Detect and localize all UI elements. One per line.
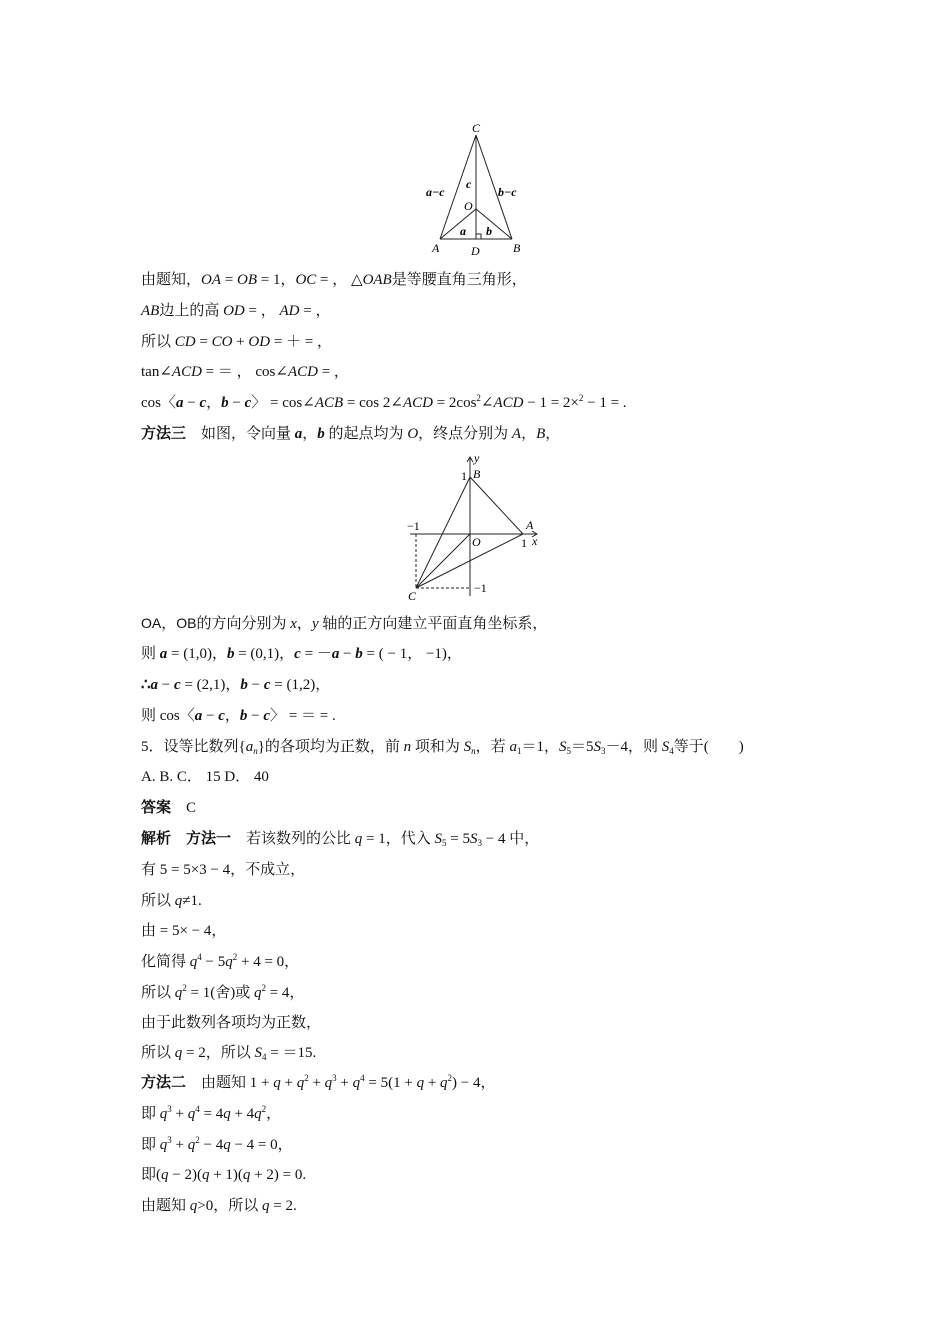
t: q: [174, 1045, 183, 1061]
t: q: [187, 1137, 196, 1153]
t: q: [159, 1106, 168, 1122]
t: b: [355, 646, 363, 662]
t: −: [158, 677, 175, 693]
line-14: [141, 829, 539, 849]
t: △: [351, 272, 363, 288]
t: − 1 = 2×: [523, 395, 579, 411]
t: q: [159, 1137, 168, 1153]
t: 则: [141, 646, 160, 662]
t: 2: [195, 1135, 200, 1145]
label-b: b: [486, 224, 492, 238]
t: CD: [174, 334, 196, 350]
line-8: [141, 644, 462, 664]
t: q: [261, 1198, 270, 1214]
t: = (1,0)，: [167, 646, 227, 662]
t: ≠1.: [182, 893, 202, 909]
t: 3: [600, 746, 606, 756]
t: n: [253, 746, 258, 756]
t: q: [174, 893, 183, 909]
t: 2: [182, 983, 187, 993]
t: ACD: [171, 364, 202, 380]
t: − 4 = 0，: [230, 1137, 293, 1153]
line-BA: [470, 477, 523, 534]
label-one-x: 1: [521, 536, 527, 550]
t: ∠: [480, 395, 494, 411]
t: 2: [476, 393, 481, 403]
t: OAB: [362, 272, 392, 288]
t: 有 5 = 5×3 − 4，不成立，: [141, 862, 306, 878]
label-C: C: [472, 121, 481, 135]
t: q: [223, 1106, 231, 1122]
line-18: [141, 952, 299, 972]
t: = 5: [446, 831, 470, 847]
t: a: [194, 708, 203, 724]
t: CO: [211, 334, 233, 350]
t: ，: [545, 426, 561, 442]
line-24: [141, 1135, 293, 1155]
t: 所以: [141, 893, 175, 909]
t: 由题知，: [141, 272, 202, 288]
t: a: [509, 739, 517, 755]
t: 3: [332, 1073, 337, 1083]
t: − 4: [199, 1137, 224, 1153]
t: 所以: [141, 1045, 175, 1061]
t: S: [254, 1045, 262, 1061]
t: 若该数列的公比: [231, 831, 355, 847]
t: =: [195, 334, 212, 350]
line-CO: [416, 534, 470, 588]
t: − 2)(: [168, 1167, 202, 1183]
t: S: [463, 739, 472, 755]
t: 由于此数列各项均为正数，: [141, 1015, 322, 1031]
t: a: [150, 677, 159, 693]
t: c: [174, 677, 181, 693]
label-A: A: [526, 518, 534, 532]
t: q: [223, 1137, 231, 1153]
line-1: [141, 270, 527, 290]
t: ∴: [141, 677, 151, 693]
t: y: [311, 616, 319, 632]
line-26: [141, 1196, 297, 1216]
t: = (1,2)，: [270, 677, 331, 693]
t: q: [324, 1075, 333, 1091]
t: = ( − 1， −1)，: [362, 646, 462, 662]
t: OC: [295, 272, 317, 288]
t: ，: [161, 616, 177, 632]
t: ，终点分别为: [418, 426, 512, 442]
t: ACD: [493, 395, 524, 411]
t: 〉 = cos∠: [251, 395, 315, 411]
t: +: [280, 1075, 297, 1091]
t: = 1(舍)或: [186, 985, 254, 1001]
t: ) − 4，: [452, 1075, 496, 1091]
t: 是等腰直角三角形，: [391, 272, 527, 288]
t: q: [296, 1075, 305, 1091]
t: 即(: [141, 1167, 161, 1183]
t: ，: [521, 426, 537, 442]
t: S: [661, 739, 670, 755]
label-O: O: [472, 535, 481, 549]
t: S: [469, 831, 478, 847]
t: 解析: [141, 831, 172, 847]
t: q: [416, 1075, 425, 1091]
t: = 2，所以: [182, 1045, 255, 1061]
t: =: [221, 272, 237, 288]
t: = ，: [316, 272, 352, 288]
t: a: [331, 646, 340, 662]
line-5: [141, 393, 627, 413]
line-20: [141, 1013, 321, 1033]
t: = 2cos: [432, 395, 477, 411]
t: b: [317, 426, 325, 442]
t: }的各项均为正数，前: [257, 739, 404, 755]
t: b: [240, 677, 248, 693]
t: = ，: [317, 364, 349, 380]
line-4: [141, 362, 349, 382]
t: 4: [197, 952, 202, 962]
t: 答案: [141, 800, 172, 816]
t: 2: [304, 1073, 309, 1083]
right-angle-mark: [476, 234, 481, 239]
t: ，: [302, 426, 318, 442]
label-B: B: [513, 241, 521, 255]
t: 3: [477, 838, 482, 848]
t: q: [242, 1167, 251, 1183]
figure-triangle: [420, 118, 530, 258]
t: − 4 中，: [481, 831, 540, 847]
line-21: [141, 1043, 316, 1063]
t: S: [558, 739, 567, 755]
t: b: [221, 395, 229, 411]
t: 由 = 5× − 4，: [141, 923, 227, 939]
label-neg-one-x: −1: [407, 519, 420, 533]
t: 由题知: [141, 1198, 190, 1214]
t: 化简得: [141, 954, 190, 970]
t: C: [171, 800, 197, 816]
t: n: [403, 739, 412, 755]
t: S: [434, 831, 443, 847]
t: B: [536, 426, 546, 442]
t: c: [263, 677, 271, 693]
t: ，: [296, 616, 312, 632]
t: a: [245, 739, 254, 755]
line-16: [141, 891, 202, 911]
t: q: [187, 1106, 196, 1122]
t: q: [354, 831, 363, 847]
t: 4: [669, 746, 674, 756]
label-D: D: [471, 244, 480, 258]
t: a: [159, 646, 168, 662]
t: 2: [261, 1104, 267, 1114]
label-B: B: [473, 467, 481, 481]
t: q: [254, 1106, 262, 1122]
t: 方法二: [141, 1075, 187, 1091]
t: －4，则: [605, 739, 662, 755]
t: b: [239, 708, 248, 724]
t: = 1，代入: [362, 831, 435, 847]
t: = (0,1)，: [234, 646, 295, 662]
t: 5．设等比数列{: [141, 739, 246, 755]
t: c: [263, 708, 271, 724]
t: q: [189, 1198, 198, 1214]
t: + 4 = 0，: [237, 954, 300, 970]
label-b-minus-c: b−c: [498, 185, 517, 199]
t: 即: [141, 1137, 160, 1153]
t: OB: [236, 272, 257, 288]
line-7: [141, 613, 547, 634]
t: tan∠: [141, 364, 172, 380]
t: 边上的高: [159, 303, 224, 319]
label-x: x: [532, 534, 538, 548]
t: n: [471, 746, 476, 756]
t: 4: [360, 1073, 365, 1083]
t: 方法一: [171, 831, 232, 847]
label-C: C: [408, 589, 417, 603]
t: = 2.: [269, 1198, 297, 1214]
t: OA: [201, 272, 222, 288]
t: OD: [223, 303, 245, 319]
label-A: A: [432, 241, 440, 255]
t: c: [244, 395, 252, 411]
t: AD: [279, 303, 300, 319]
t: q: [201, 1167, 210, 1183]
t: 3: [167, 1104, 172, 1114]
line-23: [141, 1104, 281, 1124]
t: 的起点均为: [324, 426, 408, 442]
t: +: [308, 1075, 325, 1091]
t: q: [161, 1167, 169, 1183]
t: ，: [266, 1106, 282, 1122]
line-15: [141, 860, 305, 880]
label-neg-one-y: −1: [474, 581, 487, 595]
label-O: O: [464, 199, 473, 213]
t: +: [171, 1106, 188, 1122]
t: 5: [566, 746, 571, 756]
t: = 5(1 +: [364, 1075, 417, 1091]
line-9: [141, 675, 330, 695]
t: +: [171, 1137, 188, 1153]
t: 3: [167, 1135, 172, 1145]
t: q: [225, 954, 233, 970]
t: q: [174, 985, 183, 1001]
label-c: c: [466, 177, 472, 191]
t: 2: [232, 952, 238, 962]
t: 2: [578, 393, 584, 403]
t: ，: [224, 708, 240, 724]
line-17: [141, 921, 226, 941]
t: q: [253, 985, 262, 1001]
t: +: [336, 1075, 353, 1091]
t: 所以: [141, 985, 175, 1001]
t: −: [228, 395, 245, 411]
t: +: [232, 334, 249, 350]
line-22: [141, 1073, 496, 1093]
t: 2: [261, 983, 266, 993]
t: −: [339, 646, 356, 662]
t: = (2,1)，: [180, 677, 241, 693]
t: = 4，: [265, 985, 305, 1001]
t: 等于( ): [673, 739, 744, 755]
t: = 1，: [256, 272, 296, 288]
t: AB: [141, 303, 160, 319]
t: 4: [261, 1052, 267, 1062]
label-a-minus-c: a−c: [426, 185, 445, 199]
t: + 4: [230, 1106, 255, 1122]
line-3: [141, 332, 332, 352]
t: 项和为: [411, 739, 464, 755]
t: S: [593, 739, 601, 755]
t: 轴的正方向建立平面直角坐标系，: [318, 616, 548, 632]
label-y: y: [474, 451, 480, 465]
t: ACD: [402, 395, 433, 411]
t: x: [290, 616, 297, 632]
t: A: [511, 426, 522, 442]
t: OB: [176, 615, 197, 631]
figure-coordinate-plane: [400, 450, 550, 605]
t: −: [247, 677, 264, 693]
label-one-y: 1: [461, 469, 467, 483]
t: >0，所以: [197, 1198, 262, 1214]
line-12: [141, 767, 269, 787]
t: q: [440, 1075, 448, 1091]
line-2: [141, 301, 330, 321]
t: + 2) = 0.: [250, 1167, 307, 1183]
t: a: [294, 426, 303, 442]
t: 5: [442, 838, 447, 848]
t: a: [176, 395, 184, 411]
t: 方法三: [141, 426, 187, 442]
t: +: [424, 1075, 441, 1091]
t: 所以: [141, 334, 175, 350]
t: = ，: [299, 303, 331, 319]
t: OD: [248, 334, 271, 350]
line-25: [141, 1165, 306, 1185]
t: = 4: [199, 1106, 224, 1122]
t: ＝1，: [521, 739, 559, 755]
line-6: [141, 424, 560, 444]
label-a: a: [460, 224, 466, 238]
t: 〉 = ＝ = .: [270, 708, 336, 724]
t: c: [199, 395, 207, 411]
t: cos〈: [141, 395, 176, 411]
t: ACB: [314, 395, 344, 411]
t: 的方向分别为: [196, 616, 291, 632]
line-11: [141, 737, 744, 757]
t: −: [183, 395, 200, 411]
t: A. B. C． 15 D． 40: [141, 769, 269, 785]
t: 如图，令向量: [186, 426, 295, 442]
t: 即: [141, 1106, 160, 1122]
t: q: [273, 1075, 281, 1091]
t: = ＋ = ，: [270, 334, 332, 350]
t: ，: [206, 395, 222, 411]
t: = ＝ ， cos∠: [201, 364, 288, 380]
t: 2: [447, 1073, 453, 1083]
line-10: [141, 706, 336, 726]
line-19: [141, 983, 304, 1003]
t: = ＝15.: [266, 1045, 317, 1061]
line-CB: [416, 477, 470, 588]
t: −: [202, 708, 219, 724]
t: c: [294, 646, 301, 662]
t: b: [226, 646, 235, 662]
t: q: [352, 1075, 361, 1091]
t: ＝5: [570, 739, 594, 755]
t: O: [407, 426, 419, 442]
t: + 1)(: [209, 1167, 243, 1183]
t: − 5: [201, 954, 226, 970]
t: 则 cos〈: [141, 708, 195, 724]
t: = －: [300, 646, 332, 662]
t: q: [189, 954, 198, 970]
t: 由题知 1 +: [186, 1075, 274, 1091]
t: − 1 = .: [583, 395, 627, 411]
t: ，若: [475, 739, 510, 755]
t: = cos 2∠: [343, 395, 403, 411]
t: 4: [195, 1104, 200, 1114]
t: = ，: [244, 303, 280, 319]
t: ACD: [287, 364, 318, 380]
t: c: [218, 708, 225, 724]
t: 1: [516, 746, 522, 756]
line-13: [141, 798, 196, 818]
t: −: [247, 708, 264, 724]
t: OA: [141, 615, 162, 631]
